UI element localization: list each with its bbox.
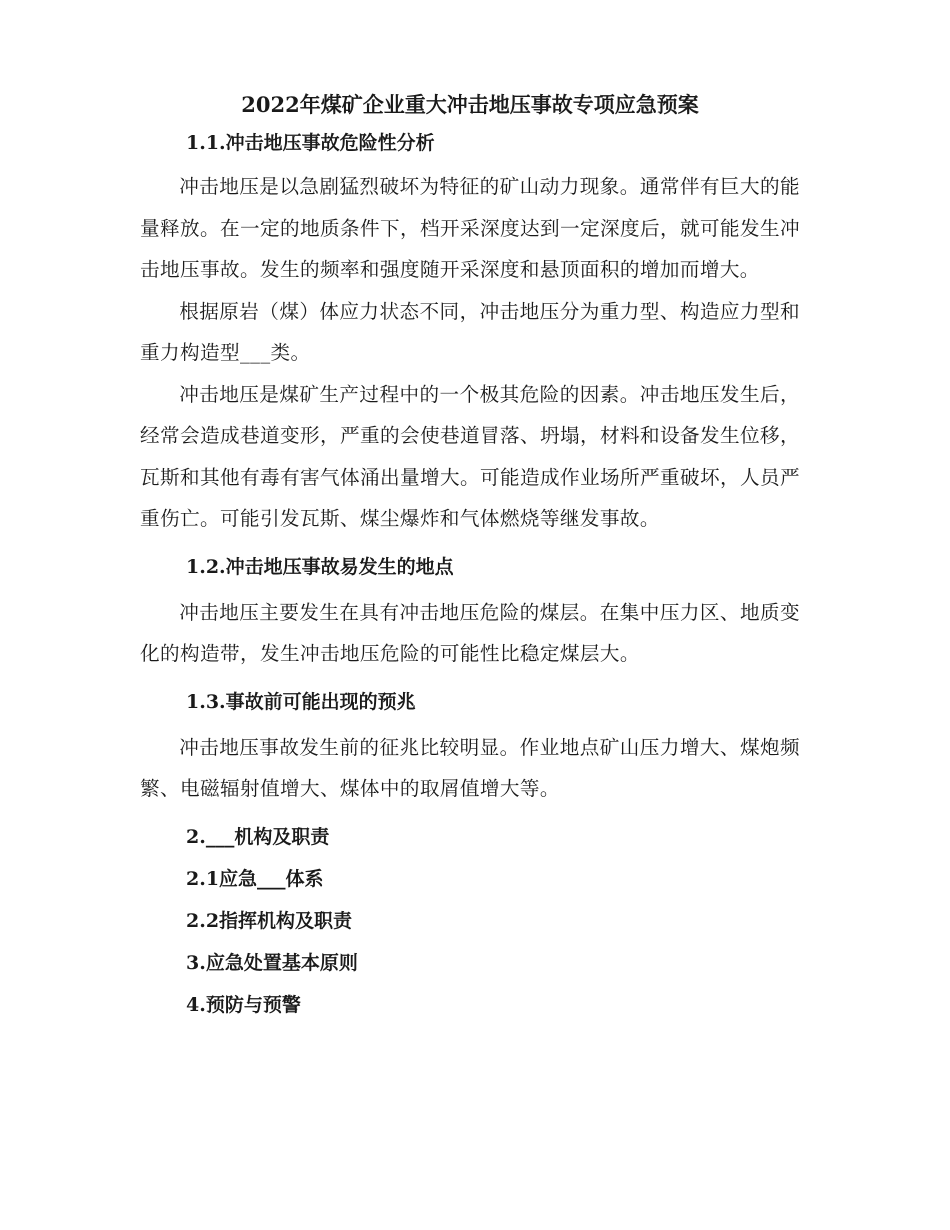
paragraph-1-1-b: 根据原岩（煤）体应力状态不同，冲击地压分为重力型、构造应力型和重力构造型___类。 — [140, 299, 800, 364]
section-heading-3: 3.应急处置基本原则 — [186, 951, 358, 974]
section-heading-2-1: 2.1应急___体系 — [186, 867, 324, 890]
paragraph-1-1-c: 冲击地压是煤矿生产过程中的一个极其危险的因素。冲击地压发生后，经常会造成巷道变形，严重的会使巷道冒落、坍塌，材料和设备发生位移，瓦斯和其他有毒有害气体涌出量增大。可能造成作业场所严重破坏，人员严重伤亡。可能引发瓦斯、煤尘爆炸和气体燃烧等继发事故。 — [140, 382, 800, 530]
paragraph-1-2: 冲击地压主要发生在具有冲击地压危险的煤层。在集中压力区、地质变化的构造带，发生冲击地压危险的可能性比稳定煤层大。 — [140, 600, 800, 665]
section-heading-2-2: 2.2指挥机构及职责 — [186, 909, 353, 932]
document-title: 2022年煤矿企业重大冲击地压事故专项应急预案 — [241, 92, 699, 117]
paragraph-1-1-a: 冲击地压是以急剧猛烈破坏为特征的矿山动力现象。通常伴有巨大的能量释放。在一定的地质条件下，档开采深度达到一定深度后，就可能发生冲击地压事故。发生的频率和强度随开采深度和悬顶面积的增加而增大。 — [140, 175, 800, 281]
section-heading-1-1: 1.1.冲击地压事故危险性分析 — [186, 132, 435, 154]
section-heading-2: 2.___机构及职责 — [186, 825, 330, 848]
paragraph-1-3: 冲击地压事故发生前的征兆比较明显。作业地点矿山压力增大、煤炮频繁、电磁辐射值增大、煤体中的取屑值增大等。 — [140, 735, 800, 800]
section-heading-1-2: 1.2.冲击地压事故易发生的地点 — [186, 555, 454, 578]
section-heading-1-3: 1.3.事故前可能出现的预兆 — [186, 690, 416, 713]
document-page — [140, 88, 800, 1030]
section-heading-4: 4.预防与预警 — [186, 993, 301, 1016]
